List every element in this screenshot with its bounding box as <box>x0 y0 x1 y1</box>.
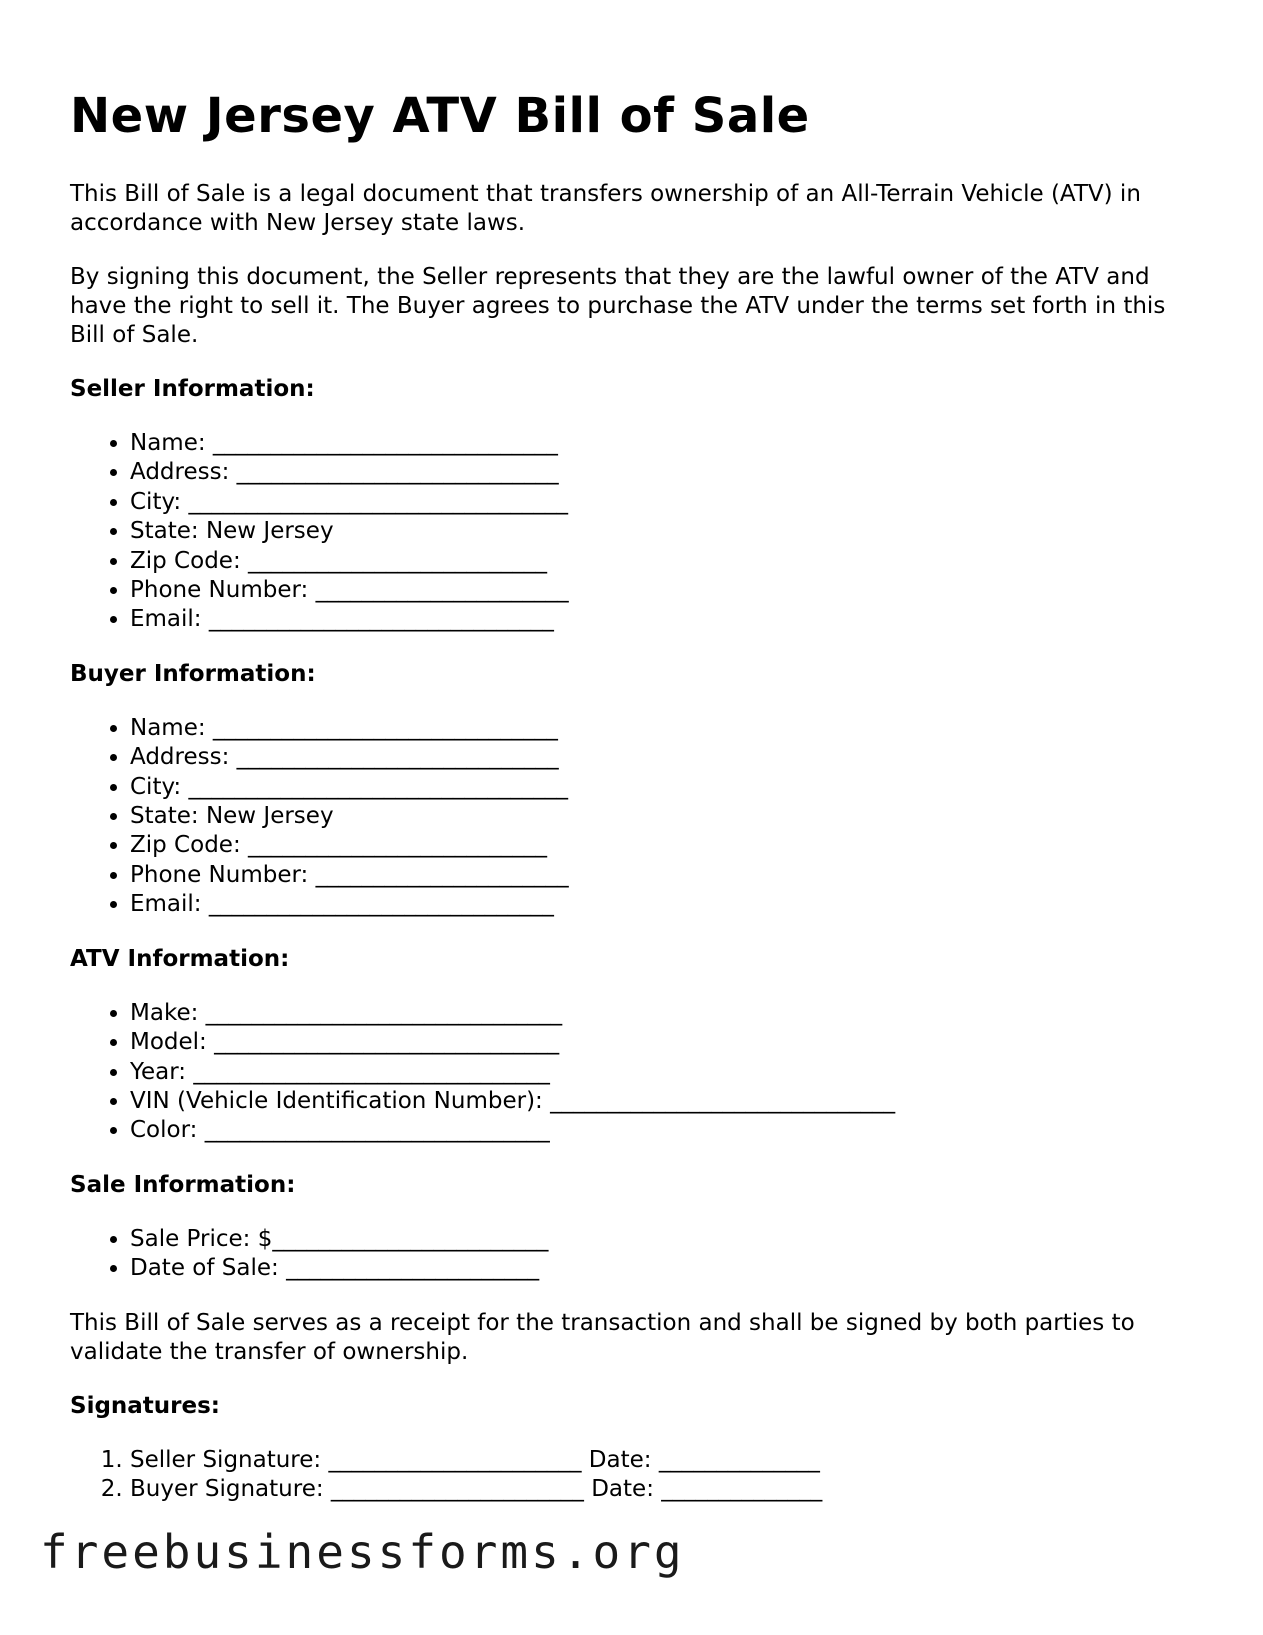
sale-price-item <box>130 1225 1200 1254</box>
sale-info-list <box>70 1225 1200 1284</box>
buyer-phone-label: Phone Number: <box>130 861 316 888</box>
atv-model-item <box>130 1028 1200 1057</box>
atv-vin-field[interactable]: ______________________________ <box>550 1087 896 1114</box>
seller-state-label: State: New Jersey <box>130 518 334 545</box>
intro-paragraph-2: By signing this document, the Seller represents that they are the lawful owner of the ATV and have the right to sell it. The Buyer agrees to purchase the ATV under the terms set forth in this Bill of Sale. <box>70 264 1166 348</box>
closing-paragraph: This Bill of Sale serves as a receipt for the transaction and shall be signed by both parties to validate the transfer of ownership. <box>70 1309 1135 1365</box>
seller-address-label: Address: <box>130 459 237 486</box>
seller-phone-item <box>130 576 1200 605</box>
buyer-phone-field[interactable]: ______________________ <box>315 861 569 888</box>
buyer-address-label: Address: <box>130 744 237 771</box>
buyer-zip-item <box>130 831 1200 860</box>
atv-year-item <box>130 1058 1200 1087</box>
buyer-email-field[interactable]: ______________________________ <box>208 891 554 918</box>
intro-paragraph-1: This Bill of Sale is a legal document that transfers ownership of an All-Terrain Vehicle (ATV) in accordance with New Jersey state laws. <box>70 181 1141 236</box>
atv-make-item <box>130 999 1200 1028</box>
seller-phone-field[interactable]: ______________________ <box>315 577 569 604</box>
seller-email-field[interactable]: ______________________________ <box>208 606 554 633</box>
sale-price-label: Sale Price: $ <box>130 1225 273 1252</box>
signatures-section-heading: Signatures: <box>70 1392 221 1419</box>
buyer-phone-item <box>130 861 1200 890</box>
atv-make-label: Make: <box>130 999 206 1026</box>
seller-city-field[interactable]: _________________________________ <box>188 488 568 515</box>
buyer-city-label: City: <box>130 773 189 800</box>
seller-name-item <box>130 429 1200 458</box>
seller-signature-field[interactable]: ______________________ <box>328 1446 582 1473</box>
sale-date-field[interactable]: ______________________ <box>286 1255 540 1282</box>
buyer-name-field[interactable]: ______________________________ <box>212 714 558 741</box>
seller-name-field[interactable]: ______________________________ <box>212 430 558 456</box>
buyer-zip-label: Zip Code: <box>130 832 248 859</box>
buyer-signature-label: Buyer Signature: <box>130 1475 331 1502</box>
buyer-signature-date-field[interactable]: ______________ <box>661 1475 823 1502</box>
buyer-name-item <box>130 714 1200 743</box>
buyer-name-label: Name: <box>130 714 213 741</box>
sale-date-label: Date of Sale: <box>130 1255 287 1282</box>
buyer-info-list <box>70 714 1200 920</box>
buyer-signature-date-label: Date: <box>583 1475 662 1502</box>
seller-state-item <box>130 517 1200 546</box>
sale-section-heading: Sale Information: <box>70 1171 296 1198</box>
buyer-section-heading: Buyer Information: <box>70 660 316 687</box>
atv-vin-item <box>130 1087 1200 1116</box>
atv-section-heading: ATV Information: <box>70 945 290 972</box>
seller-signature-date-label: Date: <box>581 1446 659 1473</box>
atv-color-item <box>130 1116 1200 1145</box>
document-title: New Jersey ATV Bill of Sale <box>70 88 810 144</box>
atv-year-field[interactable]: _______________________________ <box>193 1058 550 1085</box>
seller-address-item <box>130 458 1200 487</box>
atv-make-field[interactable]: _______________________________ <box>205 999 563 1026</box>
seller-zip-label: Zip Code: <box>130 547 248 574</box>
atv-info-list <box>70 999 1200 1146</box>
sale-date-item <box>130 1254 1200 1283</box>
buyer-signature-item <box>130 1475 1200 1504</box>
buyer-state-label: State: New Jersey <box>130 803 334 830</box>
seller-zip-field[interactable]: __________________________ <box>248 547 547 574</box>
buyer-signature-field[interactable]: ______________________ <box>330 1475 584 1502</box>
atv-model-label: Model: <box>130 1029 215 1056</box>
atv-year-label: Year: <box>130 1058 194 1085</box>
buyer-address-item <box>130 743 1200 772</box>
seller-email-item <box>130 605 1200 634</box>
atv-color-label: Color: <box>130 1117 205 1144</box>
seller-zip-item <box>130 547 1200 576</box>
buyer-city-field[interactable]: _________________________________ <box>188 773 568 800</box>
seller-signature-item <box>130 1446 1200 1475</box>
seller-signature-label: Seller Signature: <box>130 1446 329 1473</box>
signatures-list <box>70 1446 1200 1505</box>
seller-section-heading: Seller Information: <box>70 376 315 402</box>
sale-price-field[interactable]: ________________________ <box>272 1225 549 1252</box>
seller-email-label: Email: <box>130 606 209 633</box>
buyer-state-item <box>130 802 1200 831</box>
seller-signature-date-field[interactable]: ______________ <box>658 1446 820 1473</box>
atv-vin-label: VIN (Vehicle Identification Number): <box>130 1087 551 1114</box>
atv-color-field[interactable]: ______________________________ <box>204 1117 550 1144</box>
buyer-email-label: Email: <box>130 891 209 918</box>
seller-address-field[interactable]: ____________________________ <box>236 459 559 486</box>
seller-phone-label: Phone Number: <box>130 577 316 604</box>
seller-city-item <box>130 488 1200 517</box>
seller-city-label: City: <box>130 488 189 515</box>
document-page <box>70 88 1200 1529</box>
watermark-text: freebusinessforms.org <box>40 1525 685 1579</box>
seller-name-label: Name: <box>130 430 213 456</box>
seller-info-list <box>70 429 1200 635</box>
buyer-address-field[interactable]: ____________________________ <box>236 744 559 771</box>
buyer-email-item <box>130 890 1200 919</box>
atv-model-field[interactable]: ______________________________ <box>214 1029 560 1056</box>
buyer-zip-field[interactable]: __________________________ <box>248 832 547 859</box>
buyer-city-item <box>130 773 1200 802</box>
